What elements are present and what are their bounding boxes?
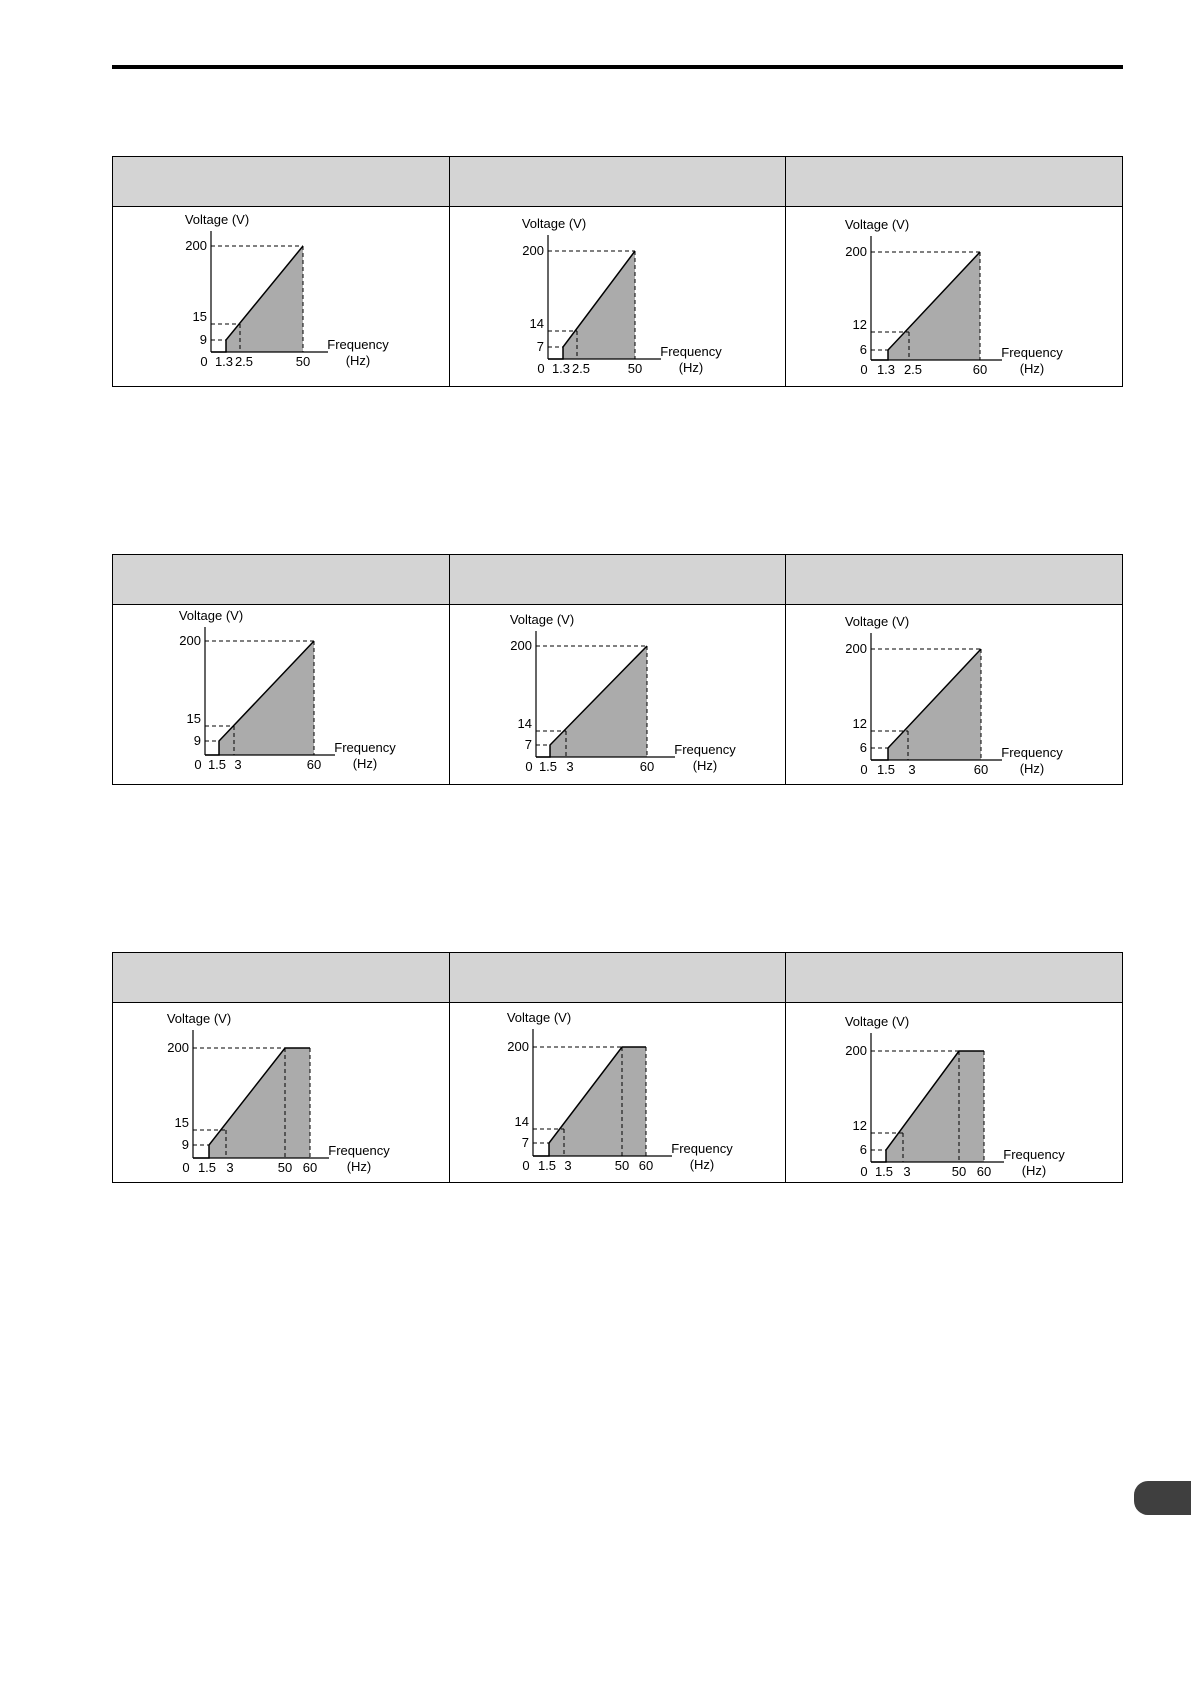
vf-table-2 — [112, 554, 1123, 785]
x-tick-label: 1.5 — [207, 757, 227, 772]
y-tick-label: 12 — [852, 1118, 868, 1133]
y-axis-label: Voltage (V) — [845, 614, 910, 629]
x-axis-unit: (Hz) — [689, 1157, 714, 1172]
x-axis-unit: (Hz) — [1020, 761, 1045, 776]
chart-cell — [449, 1003, 786, 1183]
section-tab — [1134, 1481, 1191, 1515]
chart-row — [113, 207, 1123, 387]
y-axis-label: Voltage (V) — [521, 216, 586, 231]
y-tick-label: 6 — [860, 342, 868, 357]
x-tick-label: 50 — [952, 1164, 967, 1179]
header-row — [113, 157, 1123, 207]
vf-chart — [113, 1003, 450, 1182]
x-tick-label: 1.3 — [214, 354, 234, 369]
x-tick-label: 1.5 — [537, 1158, 556, 1173]
x-axis-label: Frequency — [1001, 345, 1064, 360]
vf-region — [888, 649, 981, 760]
chart-cell — [786, 1003, 1123, 1183]
y-tick-label: 12 — [852, 317, 868, 332]
x-tick-label: 60 — [973, 362, 988, 377]
y-tick-label: 200 — [521, 243, 544, 258]
x-axis-label: Frequency — [327, 337, 389, 352]
y-tick-label: 12 — [852, 716, 868, 731]
x-tick-label: 1.5 — [875, 1164, 894, 1179]
header-cell — [113, 953, 450, 1003]
x-axis-unit: (Hz) — [1020, 361, 1045, 376]
vf-region — [886, 1051, 984, 1162]
x-axis-label: Frequency — [673, 742, 736, 757]
vf-region — [563, 251, 635, 359]
x-tick-label: 3 — [564, 1158, 572, 1173]
y-axis-label: Voltage (V) — [184, 212, 250, 227]
vf-region — [209, 1048, 310, 1158]
vf-chart — [450, 605, 787, 784]
x-axis-label: Frequency — [334, 740, 396, 755]
vf-region — [226, 246, 303, 352]
vf-chart — [786, 207, 1123, 386]
chart-cell — [113, 207, 450, 387]
y-tick-label: 14 — [529, 316, 544, 331]
x-axis-label: Frequency — [1001, 745, 1064, 760]
y-axis-label: Voltage (V) — [178, 608, 244, 623]
vf-table-1 — [112, 156, 1123, 387]
x-tick-label: 2.5 — [904, 362, 923, 377]
y-tick-label: 14 — [517, 716, 532, 731]
x-axis-unit: (Hz) — [352, 756, 378, 771]
x-tick-label: 0 — [860, 1164, 868, 1179]
x-tick-label: 60 — [639, 759, 654, 774]
x-tick-label: 3 — [566, 759, 574, 774]
y-axis-label: Voltage (V) — [509, 612, 574, 627]
vf-region — [550, 646, 647, 757]
header-row — [113, 555, 1123, 605]
x-tick-label: 1.5 — [877, 762, 896, 777]
x-axis-unit: (Hz) — [1022, 1163, 1047, 1178]
vf-chart — [450, 207, 787, 386]
x-tick-label: 60 — [974, 762, 989, 777]
x-tick-label: 3 — [226, 1160, 234, 1175]
header-cell — [786, 157, 1123, 207]
x-tick-label: 1.5 — [197, 1160, 217, 1175]
y-tick-label: 14 — [514, 1114, 529, 1129]
x-axis-label: Frequency — [328, 1143, 390, 1158]
x-tick-label: 3 — [908, 762, 916, 777]
vf-chart — [786, 605, 1123, 784]
x-tick-label: 3 — [234, 757, 242, 772]
vf-region — [219, 641, 314, 755]
top-rule — [112, 65, 1123, 69]
x-tick-label: 60 — [302, 1160, 318, 1175]
x-tick-label: 50 — [277, 1160, 293, 1175]
x-tick-label: 0 — [525, 759, 533, 774]
x-tick-label: 60 — [306, 757, 322, 772]
y-tick-label: 200 — [185, 238, 207, 253]
header-row — [113, 953, 1123, 1003]
y-tick-label: 7 — [524, 737, 532, 752]
y-tick-label: 9 — [181, 1137, 189, 1152]
x-tick-label: 2.5 — [234, 354, 254, 369]
chart-cell — [113, 1003, 450, 1183]
x-tick-label: 0 — [537, 361, 545, 376]
chart-row — [113, 1003, 1123, 1183]
y-tick-label: 7 — [536, 339, 544, 354]
chart-cell — [449, 207, 786, 387]
vf-chart — [450, 1003, 787, 1182]
header-cell — [113, 157, 450, 207]
header-cell — [113, 555, 450, 605]
header-cell — [786, 555, 1123, 605]
x-tick-label: 1.5 — [538, 759, 557, 774]
y-tick-label: 15 — [186, 711, 201, 726]
x-tick-label: 60 — [977, 1164, 992, 1179]
vf-region — [888, 252, 980, 360]
y-axis-label: Voltage (V) — [845, 1014, 910, 1029]
x-axis-unit: (Hz) — [678, 360, 703, 375]
x-tick-label: 0 — [522, 1158, 530, 1173]
chart-cell — [786, 207, 1123, 387]
x-tick-label: 0 — [194, 757, 202, 772]
x-tick-label: 1.3 — [877, 362, 896, 377]
x-tick-label: 0 — [200, 354, 208, 369]
y-axis-label: Voltage (V) — [506, 1010, 571, 1025]
vf-chart — [113, 605, 450, 784]
y-axis-label: Voltage (V) — [166, 1011, 232, 1026]
chart-cell — [786, 605, 1123, 785]
y-tick-label: 9 — [199, 332, 207, 347]
y-tick-label: 200 — [506, 1039, 529, 1054]
x-tick-label: 0 — [860, 762, 868, 777]
vf-chart — [113, 207, 450, 386]
vf-table-3 — [112, 952, 1123, 1183]
y-tick-label: 9 — [193, 733, 201, 748]
x-tick-label: 2.5 — [571, 361, 590, 376]
x-tick-label: 0 — [860, 362, 868, 377]
y-tick-label: 200 — [167, 1040, 189, 1055]
x-axis-unit: (Hz) — [345, 353, 371, 368]
x-tick-label: 50 — [627, 361, 642, 376]
chart-cell — [449, 605, 786, 785]
x-tick-label: 50 — [614, 1158, 629, 1173]
y-tick-label: 200 — [509, 638, 532, 653]
x-tick-label: 50 — [295, 354, 311, 369]
x-axis-label: Frequency — [670, 1141, 733, 1156]
x-axis-unit: (Hz) — [346, 1159, 372, 1174]
y-tick-label: 200 — [845, 641, 868, 656]
y-axis-label: Voltage (V) — [845, 217, 910, 232]
y-tick-label: 6 — [860, 1142, 868, 1157]
x-axis-unit: (Hz) — [692, 758, 717, 773]
x-tick-label: 1.3 — [551, 361, 570, 376]
x-tick-label: 3 — [903, 1164, 911, 1179]
header-cell — [449, 953, 786, 1003]
y-tick-label: 6 — [860, 740, 868, 755]
y-tick-label: 200 — [845, 1043, 868, 1058]
header-cell — [449, 157, 786, 207]
header-cell — [786, 953, 1123, 1003]
x-tick-label: 60 — [638, 1158, 653, 1173]
y-tick-label: 200 — [845, 244, 868, 259]
vf-chart — [786, 1003, 1123, 1182]
y-tick-label: 200 — [179, 633, 201, 648]
y-tick-label: 15 — [174, 1115, 189, 1130]
chart-cell — [113, 605, 450, 785]
x-tick-label: 0 — [182, 1160, 190, 1175]
header-cell — [449, 555, 786, 605]
chart-row — [113, 605, 1123, 785]
x-axis-label: Frequency — [1003, 1147, 1066, 1162]
x-axis-label: Frequency — [659, 344, 722, 359]
y-tick-label: 15 — [192, 309, 207, 324]
y-tick-label: 7 — [521, 1135, 529, 1150]
